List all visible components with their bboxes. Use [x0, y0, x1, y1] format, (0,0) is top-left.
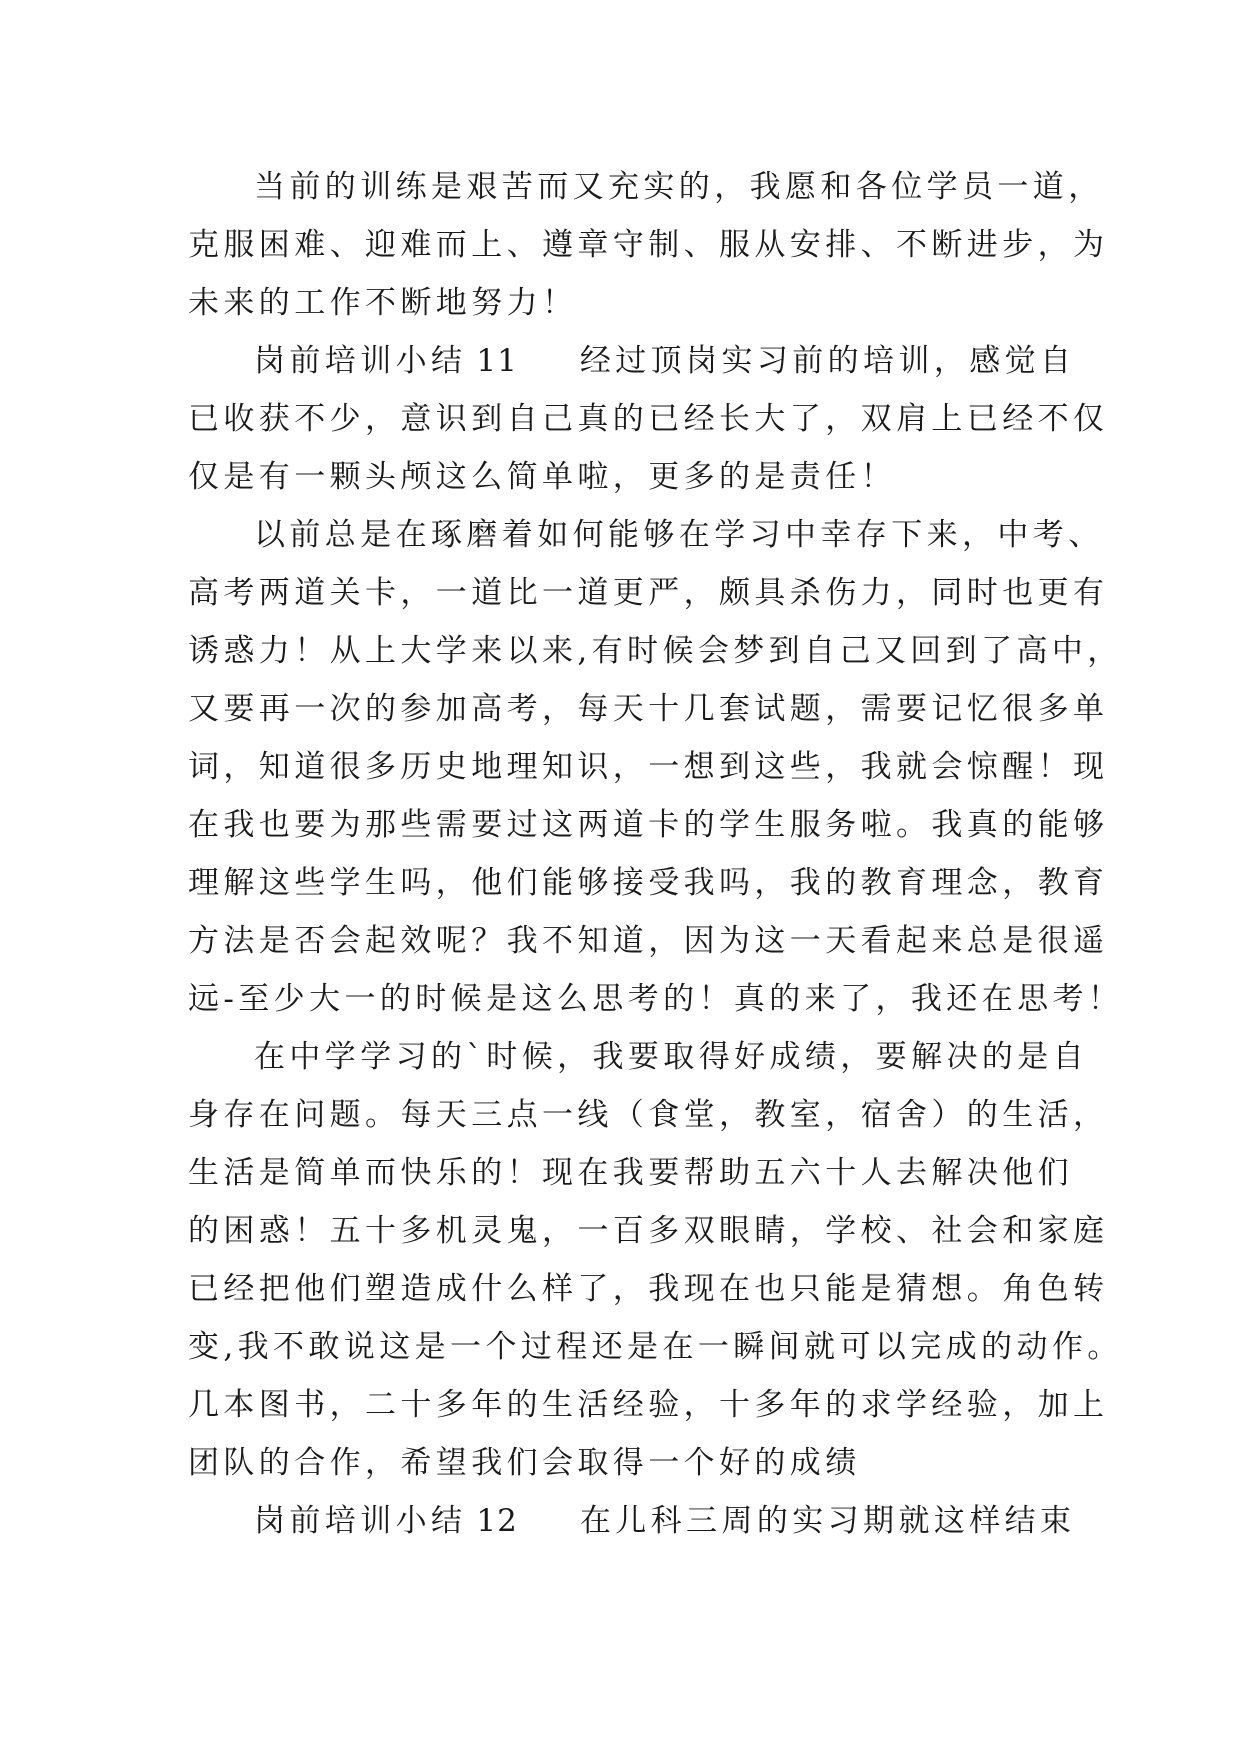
- text-line: 又要再一次的参加高考，每天十几套试题，需要记忆很多单: [188, 691, 1109, 727]
- text-line: 诱惑力！从上大学来以来,有时候会梦到自己又回到了高中，: [188, 633, 1123, 669]
- text-line: 在我也要为那些需要过这两道卡的学生服务啦。我真的能够: [188, 807, 1109, 843]
- section-heading: 岗前培训小结: [254, 1503, 467, 1539]
- section-heading-line: [188, 1492, 1078, 1550]
- section-heading: 岗前培训小结: [254, 343, 467, 379]
- section-heading-line: [188, 332, 1078, 390]
- text-line: 方法是否会起效呢？我不知道，因为这一天看起来总是很遥: [188, 923, 1109, 959]
- text-line: 生活是简单而快乐的！现在我要帮助五六十人去解决他们: [188, 1155, 1073, 1191]
- text-line: 当前的训练是艰苦而又充实的，我愿和各位学员一道，: [254, 169, 1104, 205]
- text-line: 高考两道关卡，一道比一道更严，颇具杀伤力，同时也更有: [188, 575, 1109, 611]
- text-line: 词，知道很多历史地理知识，一想到这些，我就会惊醒！现: [188, 749, 1109, 785]
- text-line: 仅是有一颗头颅这么简单啦，更多的是责任！: [188, 459, 896, 495]
- document-body: [188, 158, 1124, 1550]
- text-line: 远-至少大一的时候是这么思考的！真的来了，我还在思考！: [188, 981, 1124, 1017]
- text-line: 身存在问题。每天三点一线（食堂，教室，宿舍）的生活，: [188, 1097, 1109, 1133]
- section-number: 11: [476, 343, 518, 379]
- text-line: 几本图书，二十多年的生活经验，十多年的求学经验，加上: [188, 1387, 1109, 1423]
- text-line: 已收获不少，意识到自己真的已经长大了，双肩上已经不仅: [188, 401, 1109, 437]
- text-line: 以前总是在琢磨着如何能够在学习中幸存下来，中考、: [254, 517, 1104, 553]
- text-line: 团队的合作，希望我们会取得一个好的成绩: [188, 1445, 861, 1481]
- text-line: 已经把他们塑造成什么样了，我现在也只能是猜想。角色转: [188, 1271, 1109, 1307]
- text-line: 在儿科三周的实习期就这样结束: [579, 1503, 1076, 1539]
- text-line: 变,我不敢说这是一个过程还是在一瞬间就可以完成的动作。: [188, 1329, 1123, 1365]
- section-number: 12: [476, 1503, 518, 1539]
- text-line: 克服困难、迎难而上、遵章守制、服从安排、不断进步，为: [188, 227, 1109, 263]
- text-line: 在中学学习的`时候，我要取得好成绩，要解决的是自: [254, 1039, 1089, 1075]
- text-line: 的困惑！五十多机灵鬼，一百多双眼睛，学校、社会和家庭: [188, 1213, 1109, 1249]
- text-line: 理解这些学生吗，他们能够接受我吗，我的教育理念，教育: [188, 865, 1109, 901]
- text-line: 未来的工作不断地努力！: [188, 285, 578, 321]
- text-line: 经过顶岗实习前的培训，感觉自: [579, 343, 1076, 379]
